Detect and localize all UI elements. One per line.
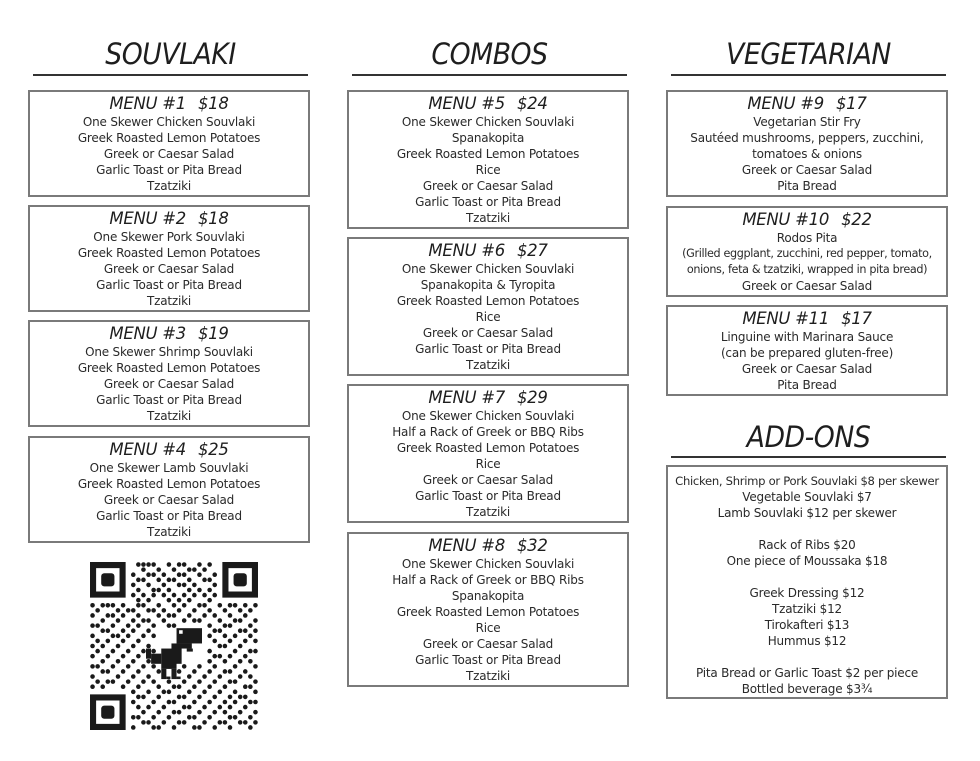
menu-item: Greek Roasted Lemon Potatoes: [396, 147, 580, 161]
menu-price: $29: [516, 388, 548, 407]
menu-item: Greek or Caesar Salad: [103, 377, 235, 391]
spacer: [668, 569, 946, 585]
menu-item: tomatoes & onions: [752, 147, 862, 161]
section-header-combos: COMBOS: [431, 37, 548, 71]
header-underline: [671, 74, 946, 76]
menu-item: Tzatziki: [465, 358, 510, 372]
addon-item: Chicken, Shrimp or Pork Souvlaki $8 per skewer: [675, 474, 939, 488]
menu-item: Rice: [475, 621, 501, 635]
menu-item: Tzatziki: [465, 505, 510, 519]
menu-item: Rice: [475, 310, 501, 324]
menu-card-8: [347, 532, 629, 687]
section-header-addons: ADD-ONS: [746, 420, 871, 454]
menu-item: Greek Roasted Lemon Potatoes: [77, 131, 261, 145]
menu-item: Greek Roasted Lemon Potatoes: [77, 477, 261, 491]
menu-title: [668, 210, 946, 230]
menu-number: MENU #6: [428, 241, 505, 260]
menu-item: Garlic Toast or Pita Bread: [96, 278, 242, 292]
menu-item: Pita Bread: [777, 378, 837, 392]
menu-title: [349, 536, 627, 556]
menu-item: Greek Roasted Lemon Potatoes: [396, 294, 580, 308]
menu-title: [349, 241, 627, 261]
menu-title: [30, 440, 308, 460]
menu-price: $24: [516, 94, 548, 113]
menu-item: Rice: [475, 457, 501, 471]
menu-title: [30, 209, 308, 229]
menu-item: (can be prepared gluten-free): [720, 346, 894, 360]
menu-number: MENU #4: [109, 440, 186, 459]
menu-item: One Skewer Lamb Souvlaki: [89, 461, 249, 475]
menu-number: MENU #9: [747, 94, 824, 113]
menu-number: MENU #2: [109, 209, 186, 228]
addon-item: Lamb Souvlaki $12 per skewer: [717, 506, 897, 520]
menu-price: $19: [197, 324, 229, 343]
menu-number: MENU #1: [109, 94, 186, 113]
menu-item: Tzatziki: [146, 409, 191, 423]
menu-title: [668, 94, 946, 114]
menu-item: One Skewer Chicken Souvlaki: [401, 409, 575, 423]
menu-number: MENU #3: [109, 324, 186, 343]
menu-card-2: [28, 205, 310, 312]
menu-price: $27: [516, 241, 548, 260]
menu-item: Tzatziki: [465, 211, 510, 225]
menu-card-7: [347, 384, 629, 523]
menu-card-5: [347, 90, 629, 229]
addon-item: Bottled beverage $3¾: [741, 682, 873, 696]
menu-item: Garlic Toast or Pita Bread: [96, 393, 242, 407]
menu-item: Garlic Toast or Pita Bread: [415, 653, 561, 667]
menu-item: Greek or Caesar Salad: [741, 362, 873, 376]
menu-title: [30, 94, 308, 114]
menu-item: Greek or Caesar Salad: [422, 326, 554, 340]
header-underline: [33, 74, 308, 76]
menu-price: $17: [835, 94, 867, 113]
menu-number: MENU #10: [742, 210, 830, 229]
menu-item: Half a Rack of Greek or BBQ Ribs: [392, 425, 584, 439]
menu-item: One Skewer Chicken Souvlaki: [401, 115, 575, 129]
menu-item: Vegetarian Stir Fry: [753, 115, 861, 129]
menu-price: $25: [197, 440, 229, 459]
addon-item: Tzatziki $12: [772, 602, 842, 616]
menu-item: Tzatziki: [146, 294, 191, 308]
qr-code[interactable]: [90, 562, 258, 730]
menu-card-1: [28, 90, 310, 197]
menu-item: One Skewer Pork Souvlaki: [93, 230, 245, 244]
menu-item: Spanakopita & Tyropita: [420, 278, 556, 292]
menu-item: Greek Roasted Lemon Potatoes: [396, 605, 580, 619]
menu-item: Tzatziki: [465, 669, 510, 683]
menu-item: Greek or Caesar Salad: [741, 279, 873, 293]
menu-title: [30, 324, 308, 344]
menu-price: $32: [516, 536, 548, 555]
menu-item: Greek or Caesar Salad: [103, 147, 235, 161]
menu-item: Greek Roasted Lemon Potatoes: [77, 246, 261, 260]
menu-item: One Skewer Chicken Souvlaki: [401, 557, 575, 571]
menu-item: onions, feta & tzatziki, wrapped in pita bread): [686, 263, 928, 276]
header-underline: [352, 74, 627, 76]
menu-price: $22: [841, 210, 872, 229]
menu-item: Greek or Caesar Salad: [103, 493, 235, 507]
menu-item: One Skewer Chicken Souvlaki: [82, 115, 256, 129]
menu-item: Garlic Toast or Pita Bread: [415, 489, 561, 503]
menu-card-9: [666, 90, 948, 197]
addon-item: Rack of Ribs $20: [758, 538, 856, 552]
menu-item: Tzatziki: [146, 179, 191, 193]
menu-item: Garlic Toast or Pita Bread: [415, 195, 561, 209]
menu-card-11: [666, 305, 948, 396]
header-underline: [671, 456, 946, 458]
addons-card: [666, 465, 948, 699]
spacer: [668, 521, 946, 537]
menu-item: Greek or Caesar Salad: [741, 163, 873, 177]
addon-item: Pita Bread or Garlic Toast $2 per piece: [695, 666, 919, 680]
menu-card-4: [28, 436, 310, 543]
menu-number: MENU #5: [428, 94, 505, 113]
menu-item: One Skewer Chicken Souvlaki: [401, 262, 575, 276]
menu-price: $18: [197, 209, 229, 228]
menu-title: [668, 309, 946, 329]
menu-item: (Grilled eggplant, zucchini, red pepper, tomato,: [682, 247, 932, 260]
menu-item: Garlic Toast or Pita Bread: [96, 509, 242, 523]
menu-number: MENU #11: [742, 309, 830, 328]
addon-item: Tirokafteri $13: [764, 618, 850, 632]
menu-card-3: [28, 320, 310, 427]
menu-number: MENU #7: [428, 388, 505, 407]
menu-item: Greek or Caesar Salad: [422, 473, 554, 487]
section-header-vegetarian: VEGETARIAN: [726, 37, 891, 71]
menu-price: $18: [197, 94, 229, 113]
addon-item: Hummus $12: [767, 634, 847, 648]
menu-title: [349, 94, 627, 114]
menu-number: MENU #8: [428, 536, 505, 555]
menu-item: Greek Roasted Lemon Potatoes: [77, 361, 261, 375]
addon-item: Greek Dressing $12: [749, 586, 865, 600]
section-header-souvlaki: SOUVLAKI: [105, 37, 236, 71]
menu-item: Spanakopita: [451, 131, 525, 145]
menu-title: [349, 388, 627, 408]
menu-item: Tzatziki: [146, 525, 191, 539]
menu-item: Garlic Toast or Pita Bread: [96, 163, 242, 177]
menu-item: One Skewer Shrimp Souvlaki: [85, 345, 253, 359]
addon-item: Vegetable Souvlaki $7: [742, 490, 872, 504]
menu-item: Pita Bread: [777, 179, 837, 193]
menu-card-6: [347, 237, 629, 376]
menu-item: Greek or Caesar Salad: [422, 637, 554, 651]
menu-item: Greek or Caesar Salad: [103, 262, 235, 276]
menu-item: Linguine with Marinara Sauce: [720, 330, 894, 344]
menu-item: Rice: [475, 163, 501, 177]
menu-price: $17: [841, 309, 872, 328]
menu-card-10: [666, 206, 948, 297]
menu-item: Spanakopita: [451, 589, 525, 603]
addon-item: One piece of Moussaka $18: [726, 554, 888, 568]
menu-item: Half a Rack of Greek or BBQ Ribs: [392, 573, 584, 587]
menu-item: Rodos Pita: [776, 231, 838, 245]
menu-item: Greek Roasted Lemon Potatoes: [396, 441, 580, 455]
menu-item: Greek or Caesar Salad: [422, 179, 554, 193]
menu-item: Garlic Toast or Pita Bread: [415, 342, 561, 356]
spacer: [668, 649, 946, 665]
menu-item: Sautéed mushrooms, peppers, zucchini,: [690, 131, 924, 145]
